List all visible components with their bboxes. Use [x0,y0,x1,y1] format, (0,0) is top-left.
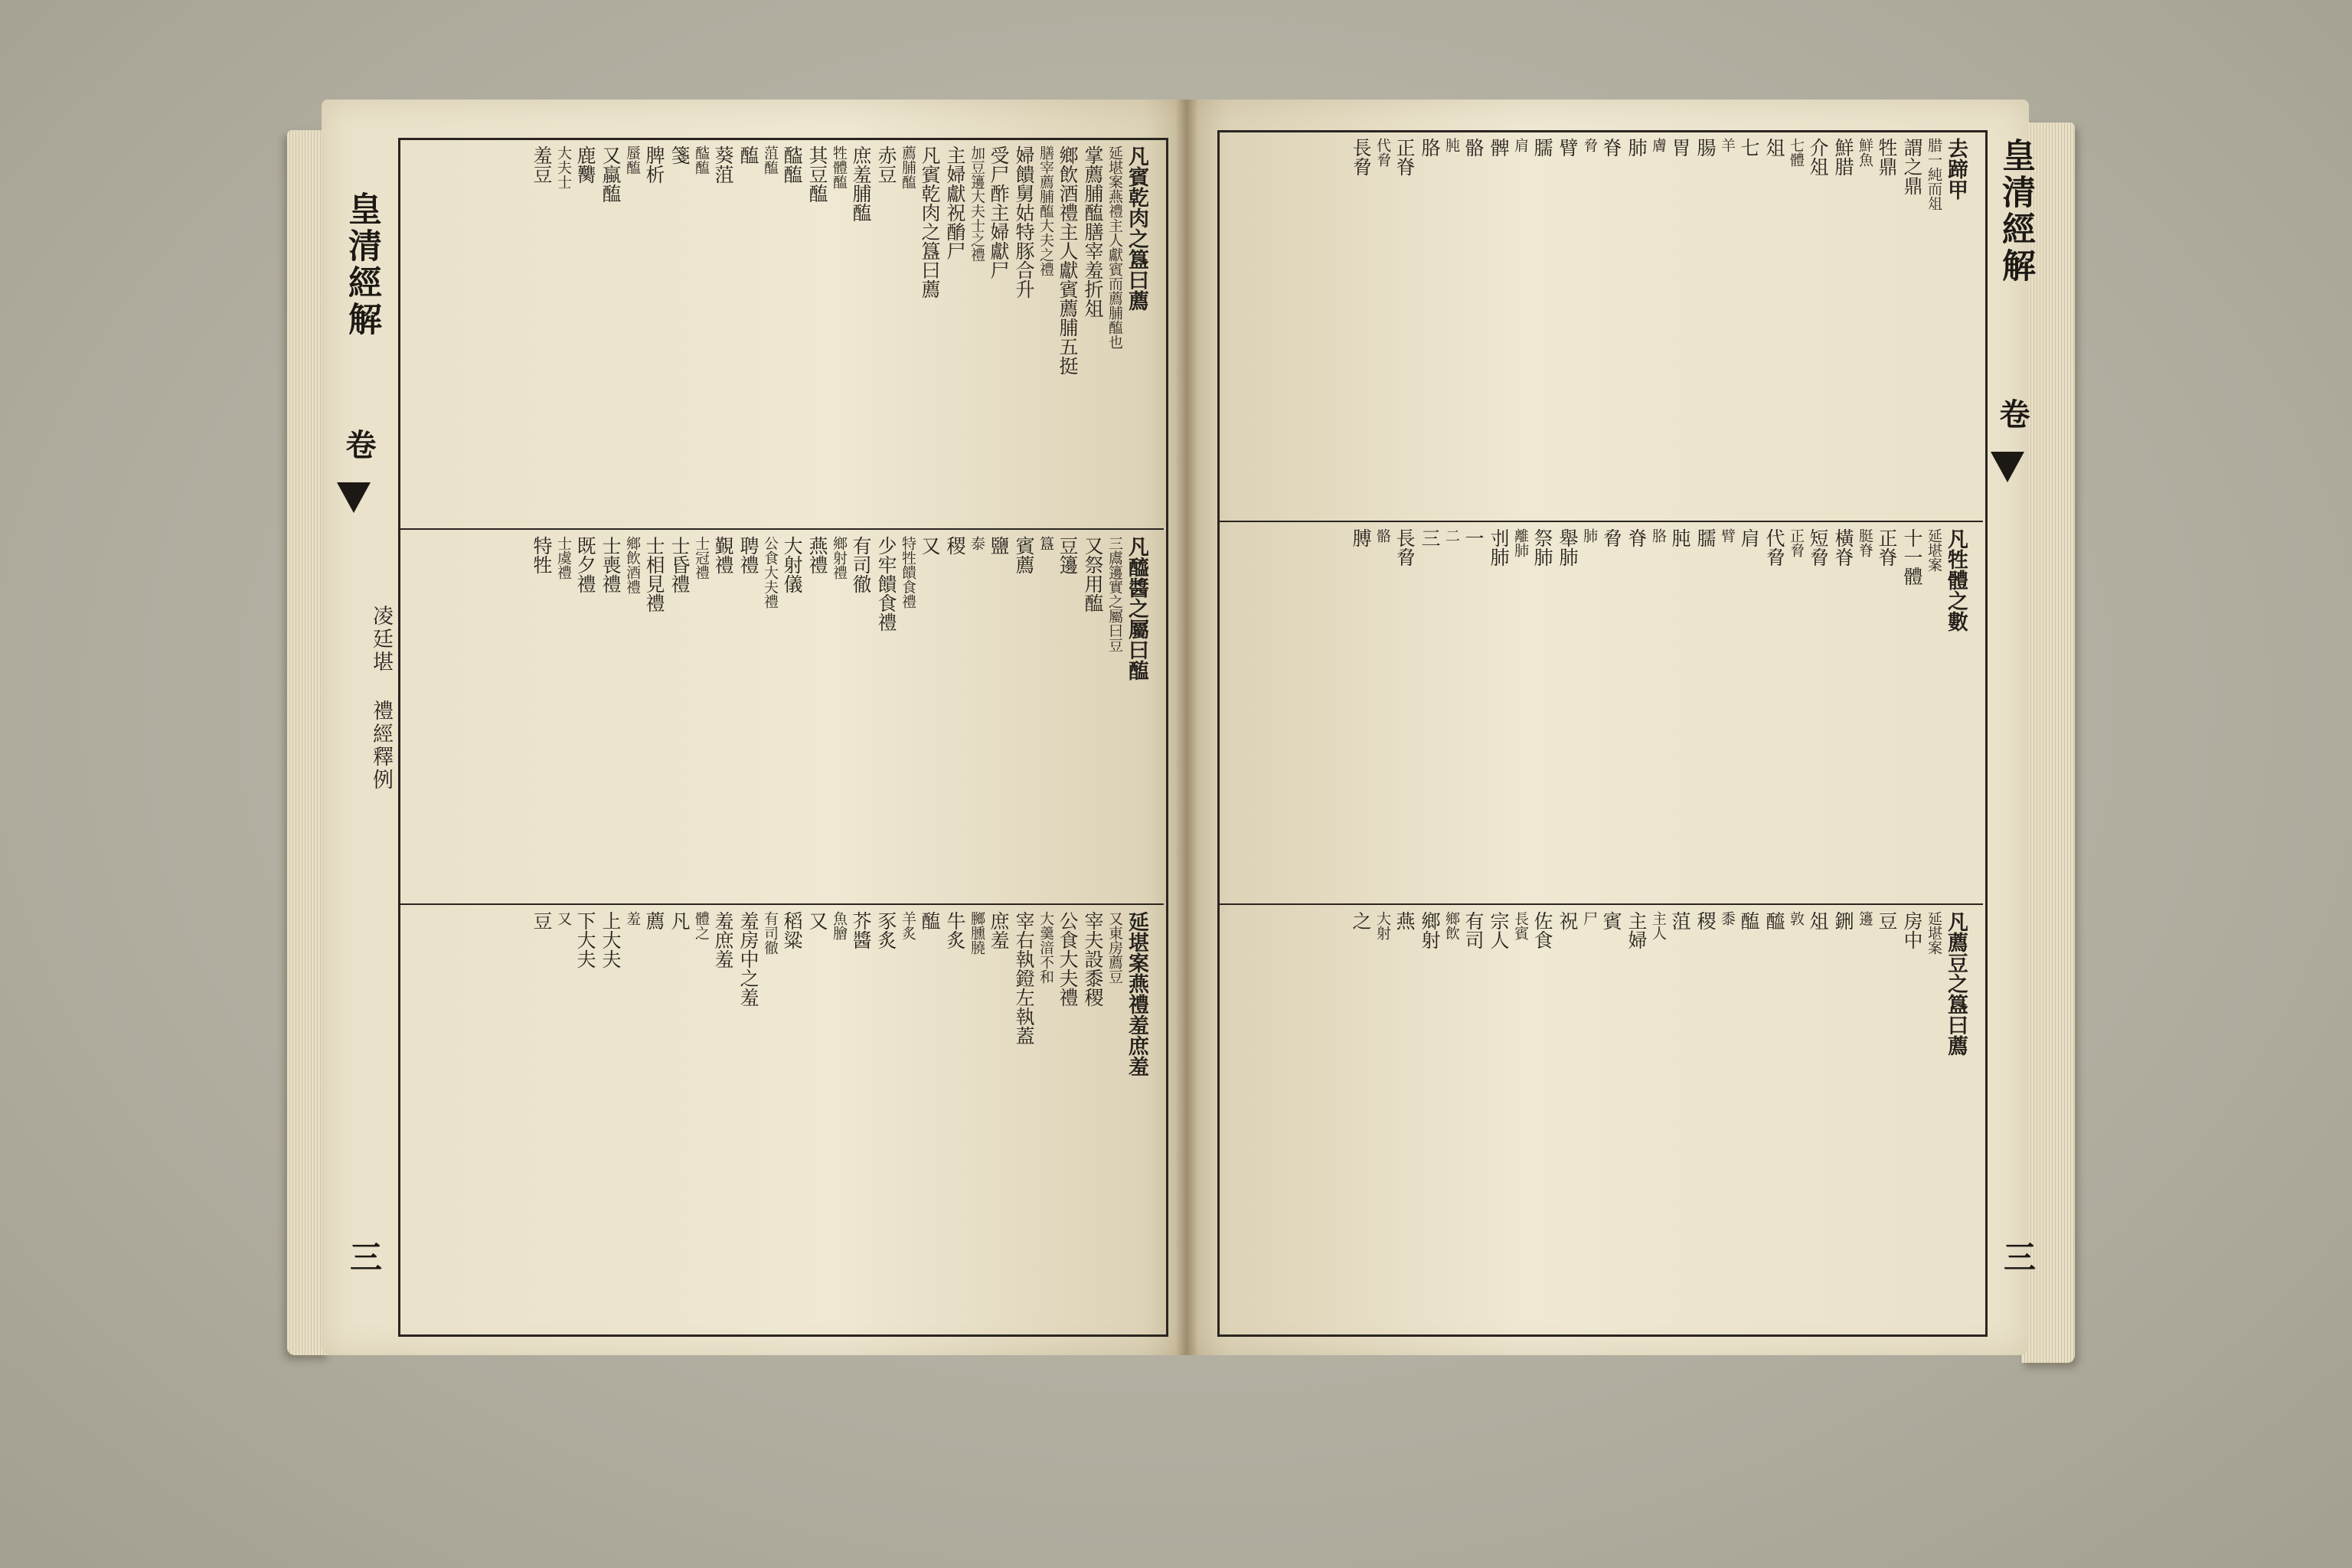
text-column: 蜃醢 [624,145,641,175]
text-column: 胳 [1419,138,1441,157]
text-column: 主人 [1650,911,1667,940]
text-column: 尸 [1581,911,1598,926]
text-column: 凡牲體之數 [1944,528,1968,632]
text-column: 赤豆 [875,145,897,184]
text-column: 大射儀 [781,536,803,593]
text-column: 肫 [1669,528,1691,547]
text-column: 籩 [1857,911,1873,926]
text-column: 魚膾 [831,911,848,940]
text-column: 主婦 [1625,911,1648,949]
left-margin-volume: 卷 [341,429,377,462]
text-column: 泰 [969,536,985,550]
text-column: 膊 [1350,528,1372,547]
text-column: 鄉飲 [1443,911,1460,940]
text-column: 又 [919,536,941,555]
text-column: 又蠃醢 [599,145,622,203]
text-column: 士喪禮 [599,536,622,593]
text-column: 有司徹 [850,536,872,593]
text-column: 牲鼎 [1876,138,1898,176]
text-column: 正脊 [1876,528,1898,567]
text-column: 鄉射 [1419,911,1441,949]
text-column: 七體 [1788,138,1805,167]
text-column: 士冠禮 [693,536,710,580]
text-column: 脡脊 [1857,528,1873,557]
text-column: 胳 [1650,528,1667,543]
text-column: 佐食 [1531,911,1553,949]
text-column: 脅 [1581,138,1598,152]
text-column: 延堪案 [1926,528,1942,572]
text-column: 醯 [1763,911,1785,930]
text-column: 羞庶羞 [712,911,734,969]
text-column: 又東房薦豆 [1106,911,1123,984]
text-column: 覲禮 [712,536,734,574]
text-column: 鉶 [1832,911,1854,930]
text-column: 燕 [1393,911,1416,930]
text-column: 鮮魚 [1857,138,1873,167]
text-column: 腊一純而俎 [1926,138,1942,211]
text-column: 菹醢 [762,145,779,175]
text-column: 豆 [1876,911,1898,930]
text-column: 十一體 [1901,528,1923,586]
right-margin-title: 皇清經解 [1996,138,2035,285]
left-middle-text [413,536,1148,896]
text-column: 俎 [1807,911,1829,930]
text-column: 膚 [1650,138,1667,152]
left-divider-top [398,528,1164,530]
text-column: 之 [1350,911,1372,930]
text-column: 庶羞脯醢 [850,145,872,222]
text-column: 加豆籩大夫士之禮 [969,145,985,262]
text-column: 燕禮 [806,536,828,574]
text-column: 七 [1738,138,1760,157]
text-column: 稻粱 [781,911,803,949]
text-column: 庶羞 [988,911,1010,949]
text-column: 肺 [1581,528,1598,543]
left-divider-bottom [398,903,1164,905]
right-margin-volume: 卷 [1994,398,2030,432]
text-column: 牛炙 [944,911,966,949]
text-column: 宰夫設黍稷 [1082,911,1104,1007]
text-column: 髀 [1488,138,1510,157]
text-column: 芥醬 [850,911,872,949]
left-margin-title: 皇清經解 [342,191,381,338]
right-top-text [1233,138,1968,513]
text-column: 豆籩 [1057,536,1079,574]
text-column: 上大夫 [599,911,622,969]
text-column: 菹 [1669,911,1691,930]
text-column: 長脅 [1393,528,1416,567]
text-column: 臂 [1719,528,1736,543]
text-column: 刌肺 [1488,528,1510,567]
text-column: 賓薦 [1013,536,1035,574]
right-page-edges [2021,122,2075,1363]
text-column: 肩 [1512,138,1529,152]
text-column: 受尸酢主婦獻尸 [988,145,1010,279]
text-column: 祝 [1557,911,1579,930]
text-column: 肩 [1738,528,1760,547]
text-column: 宗人 [1488,911,1510,949]
text-column: 肫 [1443,138,1460,152]
left-footer-title: 凌廷堪 禮經釋例 [369,605,393,792]
text-column: 宰右執鐙左執蓋 [1013,911,1035,1045]
text-column: 羞豆 [531,145,553,184]
text-column: 舉肺 [1557,528,1579,567]
text-column: 凡賓乾肉之簋曰薦 [1125,145,1148,311]
text-column: 羞房中之羞 [737,911,760,1007]
text-column: 正脊 [1393,138,1416,176]
text-column: 賓 [1600,911,1622,930]
text-column: 正脅 [1788,528,1805,557]
text-column: 敦 [1788,911,1805,926]
text-column: 鹽 [988,536,1010,555]
text-column: 俎 [1763,138,1785,157]
text-column: 脊 [1600,138,1622,157]
text-column: 代脅 [1374,138,1391,167]
text-column: 掌薦脯醢膳宰羞折俎 [1082,145,1104,318]
text-column: 豆 [531,911,553,930]
text-column: 又祭用醢 [1082,536,1104,612]
text-column: 醓醢 [693,145,710,175]
right-page-number: 三 [1999,1240,2037,1272]
text-column: 醢 [919,911,941,930]
text-column: 薦 [643,911,665,930]
text-column: 鮮腊 [1832,138,1854,176]
text-column: 凡醯醬之屬曰醢 [1125,536,1148,681]
text-column: 有司徹 [762,911,779,955]
text-column: 羞 [624,911,641,926]
text-column: 薦脯醢 [900,145,916,189]
text-column: 去蹄甲 [1944,138,1968,200]
text-column: 有司 [1462,911,1485,949]
text-column: 謂之鼎 [1901,138,1923,195]
text-column: 三鬳籩實之屬曰豆 [1106,536,1123,652]
text-column: 醢 [737,145,760,165]
text-column: 大射 [1374,911,1391,940]
text-column: 短脅 [1807,528,1829,567]
text-column: 長脅 [1350,138,1372,176]
text-column: 二 [1443,528,1460,543]
text-column: 腸 [1694,138,1717,157]
text-column: 鄉飲酒禮 [624,536,641,594]
text-column: 婦饋舅姑特豚合升 [1013,145,1035,299]
text-column: 其豆醢 [806,145,828,203]
text-column: 羊 [1719,138,1736,152]
text-column: 房中 [1901,911,1923,949]
text-column: 凡賓乾肉之簋曰薦 [919,145,941,299]
text-column: 體之 [693,911,710,940]
text-column: 脊 [1625,528,1648,547]
text-column: 橫脊 [1832,528,1854,567]
text-column: 長賓 [1512,911,1529,940]
book-gutter [1175,100,1198,1355]
text-column: 延堪案燕禮羞庶羞 [1125,911,1148,1076]
text-column: 又 [555,911,572,926]
text-column: 祭肺 [1531,528,1553,567]
text-column: 箋 [668,145,691,165]
right-divider-bottom [1217,903,1983,905]
text-column: 骼 [1462,138,1485,157]
right-divider-top [1217,521,1983,522]
text-column: 介俎 [1807,138,1829,176]
text-column: 延堪案燕禮主人獻賓而薦脯醢也 [1106,145,1123,349]
text-column: 脾析 [643,145,665,184]
text-column: 代脅 [1763,528,1785,567]
text-column: 士相見禮 [643,536,665,612]
text-column: 葵菹 [712,145,734,184]
text-column: 胃 [1669,138,1691,157]
text-column: 膳宰薦脯醢大夫之禮 [1037,145,1054,276]
text-column: 膷臐膮 [969,911,985,955]
text-column: 稷 [944,536,966,555]
text-column: 稷 [1694,911,1717,930]
text-column: 骼 [1374,528,1391,543]
text-column: 特牲饋食禮 [900,536,916,609]
text-column: 既夕禮 [574,536,596,593]
left-top-text [413,145,1148,521]
text-column: 醢 [1738,911,1760,930]
right-bottom-text [1233,911,1968,1325]
text-column: 少牢饋食禮 [875,536,897,632]
text-column: 延堪案 [1926,911,1942,955]
text-column: 主婦獻祝酳尸 [944,145,966,260]
text-column: 鄉射禮 [831,536,848,580]
text-column: 醓醢 [781,145,803,184]
text-column: 公食大夫禮 [1057,911,1079,1007]
text-column: 下大夫 [574,911,596,969]
text-column: 一 [1462,528,1485,547]
right-middle-text [1233,528,1968,896]
text-column: 凡薦豆之簋曰薦 [1944,911,1968,1056]
text-column: 臂 [1557,138,1579,157]
text-column: 公食大夫禮 [762,536,779,609]
text-column: 特牲 [531,536,553,574]
text-column: 豕炙 [875,911,897,949]
text-column: 脅 [1600,528,1622,547]
text-column: 大夫士 [555,145,572,189]
text-column: 又 [806,911,828,930]
text-column: 羊炙 [900,911,916,940]
text-column: 士昏禮 [668,536,691,593]
text-column: 大羹湆不和 [1037,911,1054,984]
left-fish-tail-icon [337,482,371,513]
text-column: 簋 [1037,536,1054,550]
text-column: 凡 [668,911,691,930]
right-fish-tail-icon [1991,452,2024,482]
text-column: 士虞禮 [555,536,572,580]
text-column: 黍 [1719,911,1736,926]
text-column: 離肺 [1512,528,1529,557]
text-column: 鹿臡 [574,145,596,184]
left-page-number: 三 [345,1240,383,1272]
text-column: 聘禮 [737,536,760,574]
text-column: 三 [1419,528,1441,547]
text-column: 臑 [1694,528,1717,547]
left-bottom-text [413,911,1148,1325]
text-column: 臑 [1531,138,1553,157]
text-column: 肺 [1625,138,1648,157]
text-column: 鄉飲酒禮主人獻賓薦脯五挺 [1057,145,1079,375]
text-column: 牲體醢 [831,145,848,189]
